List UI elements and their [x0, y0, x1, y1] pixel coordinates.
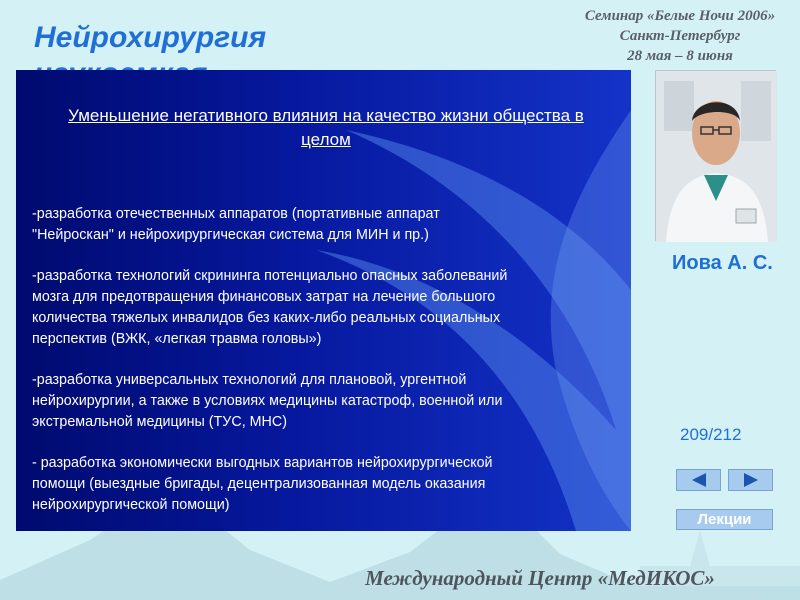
seminar-info [560, 6, 800, 66]
arrow-left-icon [692, 473, 706, 487]
person-portrait-icon [656, 71, 777, 242]
page-title-line1: Нейрохирургия [34, 21, 267, 54]
bullet-list [32, 204, 617, 536]
slide-panel [16, 70, 631, 531]
page-counter: 209/212 [680, 425, 742, 444]
slide-heading: Уменьшение негативного влияния на качество жизни общества в целом [68, 106, 584, 149]
arrow-right-icon [744, 473, 758, 487]
lectures-button[interactable]: Лекции [676, 509, 773, 530]
bullet-item: -разработка отечественных аппаратов (портативные аппарат "Нейроскан" и нейрохирургическая система для МИН и пр.) [32, 206, 440, 243]
seminar-name: Семинар «Белые Ночи 2006» [584, 8, 776, 24]
seminar-dates: 28 мая – 8 июня [627, 48, 733, 64]
author-photo [655, 70, 776, 241]
seminar-city: Санкт-Петербург [619, 28, 741, 44]
bullet-item: - разработка экономически выгодных вариантов нейрохирургической помощи (выездные бригады, децентрализованная модель оказания нейрохирургической помощи) [32, 455, 493, 513]
page-title [34, 20, 314, 62]
next-slide-button[interactable] [728, 469, 773, 491]
bullet-item: -разработка технологий скрининга потенциально опасных заболеваний мозга для предотвращения финансовых затрат на лечение большого количества тяжелых инвалидов без каких-либо реальных социальных перспектив (ВЖК, «легкая травма головы») [32, 268, 508, 347]
author-name: Иова А. С. [672, 252, 773, 274]
prev-slide-button[interactable] [676, 469, 721, 491]
footer-organization: Международный Центр «МедИКОС» [365, 566, 715, 590]
bullet-item: -разработка универсальных технологий для плановой, ургентной нейрохирургии, а также в условиях медицины катастроф, военной или экстремальной медицины (ТУС, МНС) [32, 372, 503, 430]
